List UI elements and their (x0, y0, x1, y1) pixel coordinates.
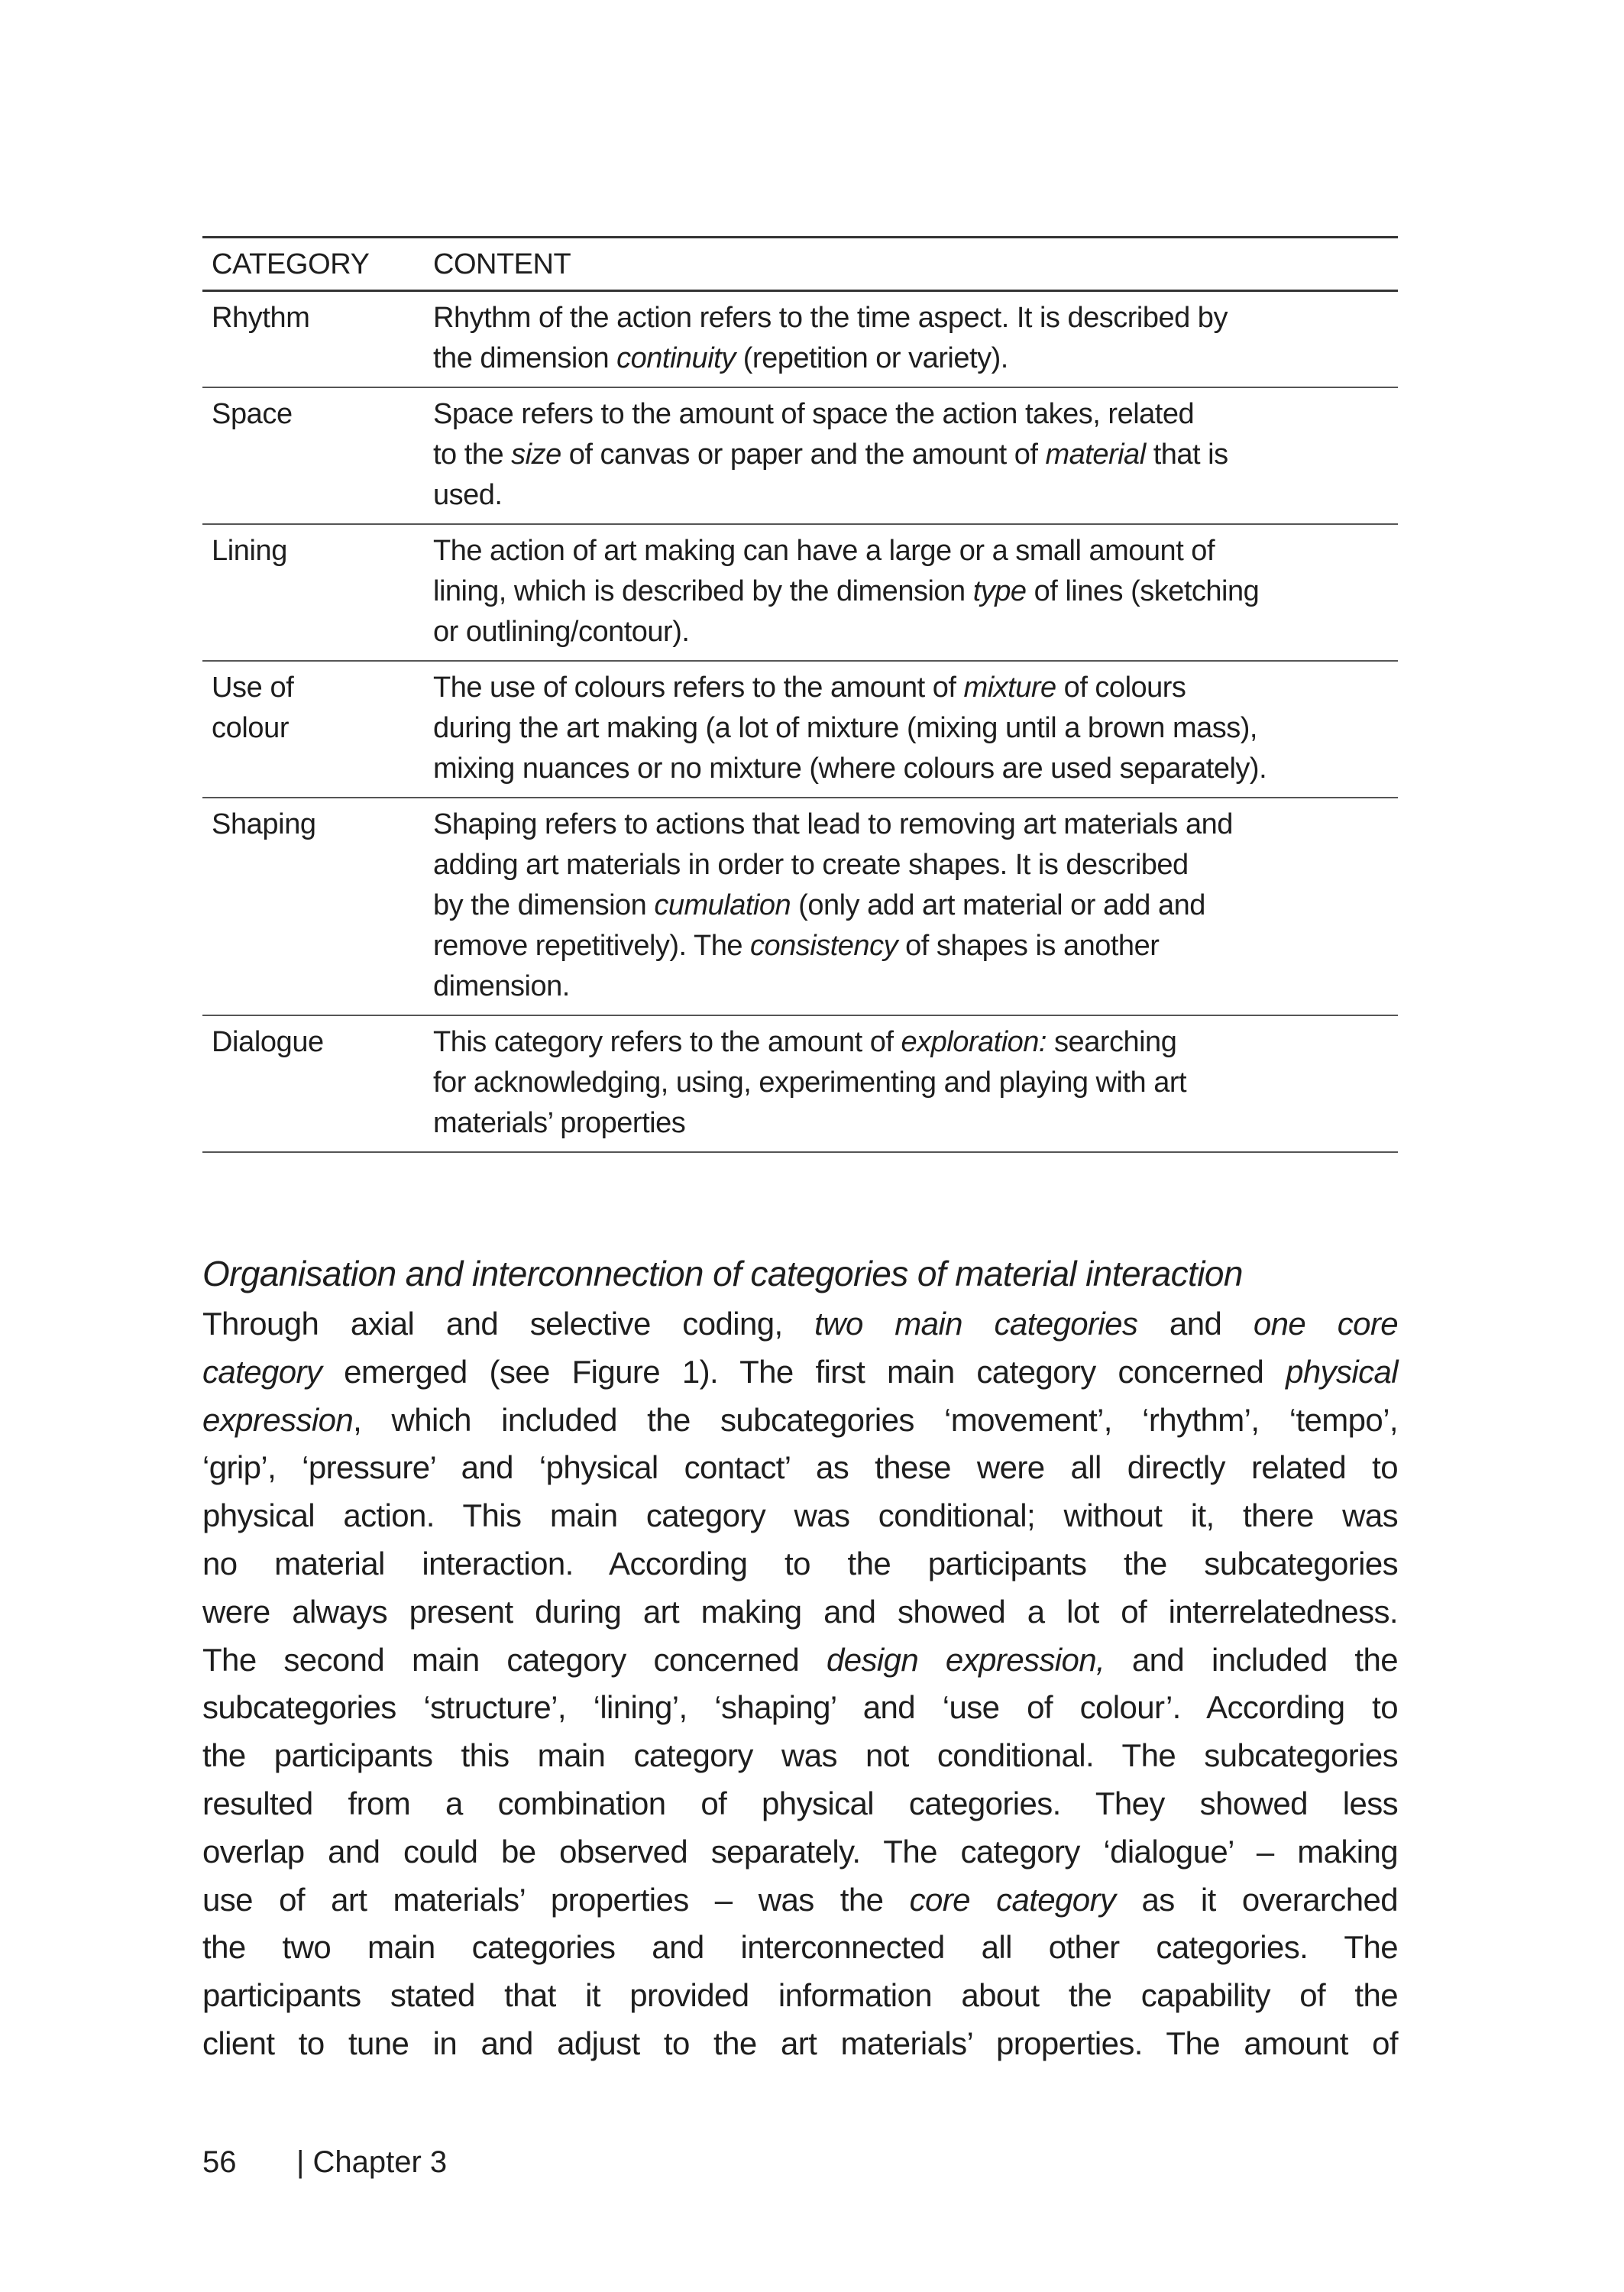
text-line (202, 1444, 1398, 1492)
table-header-row (202, 238, 1398, 292)
text-segment: Space refers to the amount of space the action takes, related (433, 398, 1195, 430)
text-line (433, 845, 1398, 885)
text-line (202, 1828, 1398, 1876)
text-line (202, 1348, 1398, 1397)
chapter-label: | Chapter 3 (296, 2145, 448, 2179)
text-line (202, 1300, 1398, 1348)
text-segment: the two main categories and interconnected all other categories. The (202, 1929, 1398, 1966)
text-segment: by the dimension (433, 889, 655, 921)
text-segment: (only add art material or add and (791, 889, 1205, 921)
category-label: Use of (212, 672, 294, 704)
page-footer (202, 2145, 448, 2180)
text-segment: that is (1145, 439, 1228, 471)
text-line (202, 2020, 1398, 2068)
text-segment: participants stated that it provided information about the capability of the (202, 1977, 1398, 2014)
text-segment: or outlining/contour). (433, 616, 690, 648)
text-segment: The action of art making can have a large or a small amount of (433, 535, 1215, 567)
text-line (433, 612, 1398, 652)
italic-text: one core (1253, 1306, 1398, 1342)
text-segment: mixing nuances or no mixture (where colours are used separately). (433, 753, 1267, 785)
text-segment: for acknowledging, using, experimenting and playing with art (433, 1067, 1187, 1099)
text-line (202, 1924, 1398, 1972)
text-segment: materials’ properties (433, 1107, 686, 1139)
italic-text: core category (909, 1881, 1116, 1918)
text-line (202, 1540, 1398, 1588)
text-segment: of lines (sketching (1026, 575, 1260, 607)
page-number: 56 (202, 2145, 237, 2179)
text-line (433, 708, 1398, 749)
text-segment: physical action. This main category was conditional; without it, there was (202, 1497, 1398, 1534)
italic-text: physical (1286, 1353, 1398, 1390)
text-line (433, 1103, 1398, 1144)
text-line (433, 338, 1398, 379)
categories-table (202, 236, 1398, 1153)
text-line (202, 1684, 1398, 1732)
text-segment: ‘grip’, ‘pressure’ and ‘physical contact’ as these were all directly related to (202, 1449, 1398, 1486)
text-line (202, 1780, 1398, 1828)
text-line (202, 1636, 1398, 1685)
text-line (433, 668, 1398, 708)
category-cell (202, 394, 433, 516)
italic-text: type (972, 575, 1027, 607)
text-segment: the participants this main category was not conditional. The subcategories (202, 1737, 1398, 1774)
table-row (202, 1016, 1398, 1153)
italic-text: design expression, (826, 1641, 1105, 1678)
text-segment: of colours (1056, 672, 1186, 704)
section-heading: Organisation and interconnection of categories of material interaction (202, 1254, 1243, 1293)
text-segment: and (1137, 1306, 1254, 1342)
text-line (433, 1022, 1398, 1063)
category-cell (202, 668, 433, 789)
table-row (202, 525, 1398, 662)
text-line (202, 1588, 1398, 1636)
body-paragraph (202, 1300, 1398, 2068)
italic-text: material (1045, 439, 1146, 471)
table-row (202, 662, 1398, 798)
text-line (433, 885, 1398, 926)
text-line (433, 435, 1398, 475)
text-line (202, 1972, 1398, 2020)
category-cell (202, 1022, 433, 1144)
text-segment: to the (433, 439, 512, 471)
content-cell (433, 531, 1398, 652)
category-cell (202, 804, 433, 1007)
text-segment: emerged (see Figure 1). The first main category concerned (322, 1353, 1286, 1390)
text-segment: of canvas or paper and the amount of (561, 439, 1046, 471)
text-segment: and included the (1105, 1641, 1398, 1678)
italic-text: expression (202, 1401, 354, 1438)
text-segment: , which included the subcategories ‘movement’, ‘rhythm’, ‘tempo’, (353, 1401, 1398, 1438)
text-line (433, 394, 1398, 435)
content-cell (433, 1022, 1398, 1144)
italic-text: two main categories (814, 1306, 1138, 1342)
italic-text: category (202, 1353, 322, 1390)
text-line (433, 804, 1398, 845)
category-cell (202, 531, 433, 652)
header-category: CATEGORY (212, 248, 370, 280)
content-cell (433, 394, 1398, 516)
text-segment: used. (433, 479, 503, 511)
category-label: Space (212, 398, 293, 430)
text-segment: dimension. (433, 970, 570, 1002)
table-row (202, 388, 1398, 525)
text-line (433, 298, 1398, 338)
category-label: Rhythm (212, 302, 310, 334)
text-line (433, 531, 1398, 571)
italic-text: size (511, 439, 561, 471)
text-segment: client to tune in and adjust to the art materials’ properties. The amount of (202, 2025, 1398, 2061)
text-segment: as it overarched (1115, 1881, 1398, 1918)
italic-text: mixture (963, 672, 1056, 704)
text-segment: of shapes is another (898, 930, 1160, 962)
text-segment: use of art materials’ properties – was the (202, 1881, 910, 1918)
text-segment: The use of colours refers to the amount of (433, 672, 964, 704)
header-content: CONTENT (433, 248, 571, 280)
table-row (202, 798, 1398, 1016)
text-line (433, 966, 1398, 1007)
text-segment: Shaping refers to actions that lead to removing art materials and (433, 808, 1233, 840)
content-cell (433, 804, 1398, 1007)
italic-text: cumulation (654, 889, 791, 921)
text-segment: This category refers to the amount of (433, 1026, 901, 1058)
italic-text: exploration: (901, 1026, 1047, 1058)
text-segment: resulted from a combination of physical categories. They showed less (202, 1785, 1398, 1821)
category-label: Dialogue (212, 1026, 324, 1058)
text-segment: during the art making (a lot of mixture (mixing until a brown mass), (433, 712, 1257, 744)
text-segment: Through axial and selective coding, (202, 1306, 815, 1342)
category-cell (202, 298, 433, 379)
content-cell (433, 298, 1398, 379)
table-body (202, 292, 1398, 1153)
italic-text: consistency (750, 930, 898, 962)
text-segment: no material interaction. According to the participants the subcategories (202, 1545, 1398, 1581)
text-segment: searching (1047, 1026, 1177, 1058)
italic-text: continuity (616, 342, 736, 374)
text-segment: subcategories ‘structure’, ‘lining’, ‘shaping’ and ‘use of colour’. According to (202, 1689, 1398, 1726)
text-segment: adding art materials in order to create shapes. It is described (433, 849, 1189, 881)
text-line (433, 571, 1398, 612)
category-label: colour (212, 712, 290, 744)
table-row (202, 292, 1398, 388)
text-line (433, 926, 1398, 966)
category-label: Lining (212, 535, 288, 567)
text-segment: The second main category concerned (202, 1641, 827, 1678)
text-segment: the dimension (433, 342, 617, 374)
text-segment: lining, which is described by the dimension (433, 575, 973, 607)
text-line (202, 1732, 1398, 1780)
text-line (202, 1876, 1398, 1925)
text-segment: (repetition or variety). (735, 342, 1008, 374)
content-cell (433, 668, 1398, 789)
text-segment: remove repetitively). The (433, 930, 751, 962)
text-segment: were always present during art making and showed a lot of interrelatedness. (202, 1593, 1398, 1630)
text-segment: overlap and could be observed separately. The category ‘dialogue’ – making (202, 1833, 1398, 1870)
text-line (202, 1397, 1398, 1445)
text-segment: Rhythm of the action refers to the time aspect. It is described by (433, 302, 1228, 334)
category-label: Shaping (212, 808, 316, 840)
text-line (202, 1492, 1398, 1540)
text-line (433, 749, 1398, 789)
text-line (433, 475, 1398, 516)
text-line (433, 1063, 1398, 1103)
